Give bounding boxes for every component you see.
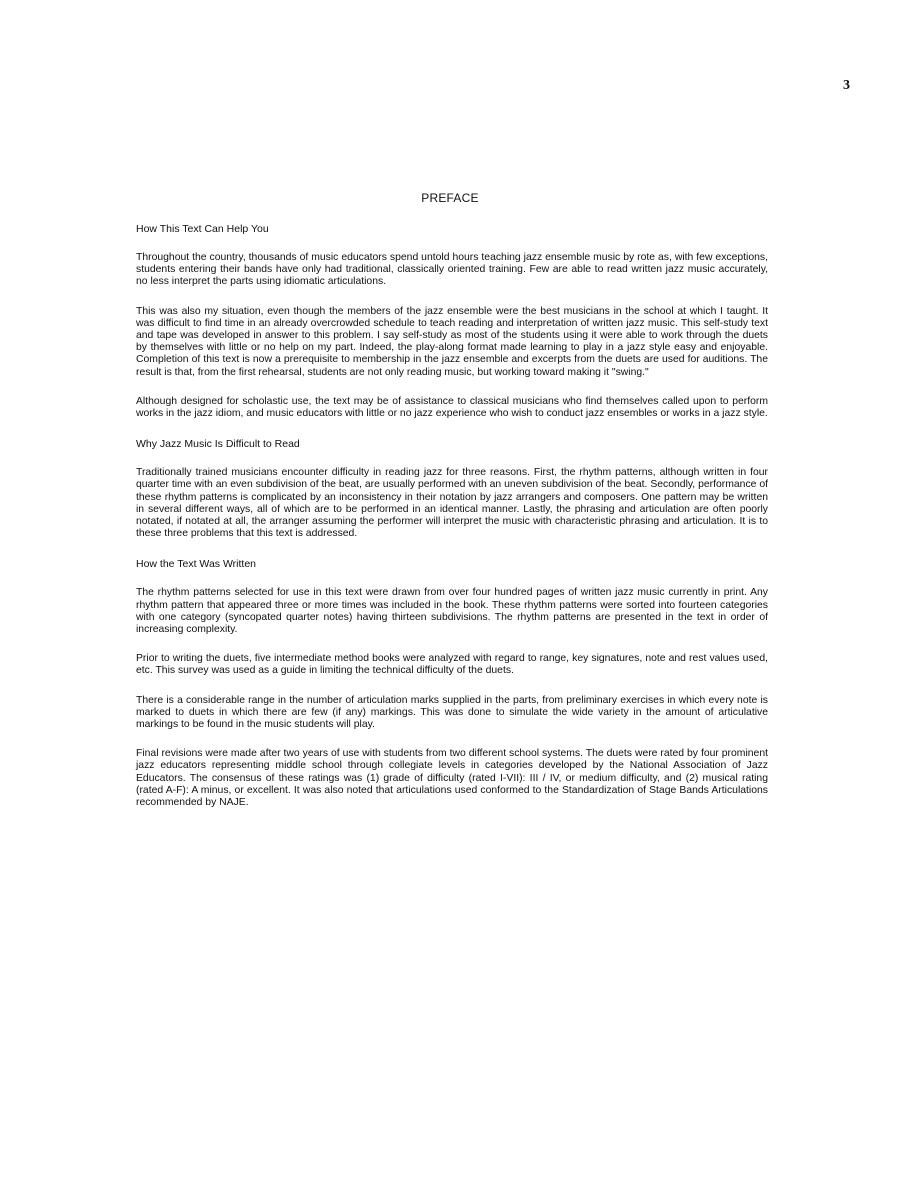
section-written <box>136 557 768 809</box>
paragraph: Throughout the country, thousands of music educators spend untold hours teaching jazz ensemble music by rote as, with few exceptions, students entering their bands have only had traditional, classically oriented training. Few are able to read written jazz music accurately, no less interpret the parts using idiomatic articulations. <box>136 252 768 288</box>
paragraph: Although designed for scholastic use, the text may be of assistance to classical musicians who find themselves called upon to perform works in the jazz idiom, and music educators with little or no jazz experience who wish to conduct jazz ensembles or works in a jazz style. <box>136 395 768 420</box>
paragraph: Traditionally trained musicians encounter difficulty in reading jazz for three reasons. First, the rhythm patterns, although written in four quarter time with an even subdivision of the beat, are usually performed with an uneven subdivision of the beat. Secondly, performance of these rhythm patterns is complicated by an inconsistency in their notation by jazz arrangers and composers. One pattern may be written in several different ways, all of which are to be performed in an identical manner. Lastly, the phrasing and articulation are often poorly notated, if notated at all, the arranger assuming the performer will interpret the music with characteristic phrasing and articulation. It is to these three problems that this text is addressed. <box>136 467 768 540</box>
paragraph: Final revisions were made after two years of use with students from two different school systems. The duets were rated by four prominent jazz educators representing middle school through collegiate levels in categories developed by the National Association of Jazz Educators. The consensus of these ratings was (1) grade of difficulty (rated I-VII): III / IV, or medium difficulty, and (2) musical rating (rated A-F): A minus, or excellent. It was also noted that articulations used conformed to the Standardization of Stage Bands Articulations recommended by NAJE. <box>136 748 768 809</box>
page-title: PREFACE <box>421 191 479 205</box>
paragraph: Prior to writing the duets, five intermediate method books were analyzed with regard to range, key signatures, note and rest values used, etc. This survey was used as a guide in limiting the technical difficulty of the duets. <box>136 653 768 677</box>
section-difficulty <box>136 437 768 540</box>
page-number: 3 <box>843 78 850 93</box>
paragraph: There is a considerable range in the number of articulation marks supplied in the parts, from preliminary exercises in which every note is marked to duets in which there are few (if any) markings. This was done to simulate the wide variety in the amount of articulative markings to be found in the music students will play. <box>136 694 768 731</box>
section-heading: Why Jazz Music Is Difficult to Read <box>136 438 300 451</box>
paragraph: The rhythm patterns selected for use in this text were drawn from over four hundred pages of written jazz music currently in print. Any rhythm pattern that appeared three or more times was included in the book. These rhythm patterns were sorted into fourteen categories with one category (syncopated quarter notes) having thirteen subdivisions. The rhythm patterns are presented in the text in order of increasing complexity. <box>136 587 768 636</box>
section-heading: How This Text Can Help You <box>136 223 269 235</box>
section-help <box>136 222 768 420</box>
document-body <box>136 222 768 826</box>
paragraph: This was also my situation, even though the members of the jazz ensemble were the best musicians in the school at which I taught. It was difficult to find time in an already overcrowded schedule to teach reading and interpretation of written jazz music. This self-study text and tape was developed in answer to this problem. I say self-study as most of the students using it were able to work through the duets by themselves with little or no help on my part. Indeed, the play-along format made learning to play in a jazz style easy and enjoyable. Completion of this text is now a prerequisite to membership in the jazz ensemble and excerpts from the duets are used for auditions. The result is that, from the first rehearsal, students are not only reading music, but working toward making it "swing." <box>136 305 768 378</box>
section-heading: How the Text Was Written <box>136 558 257 571</box>
